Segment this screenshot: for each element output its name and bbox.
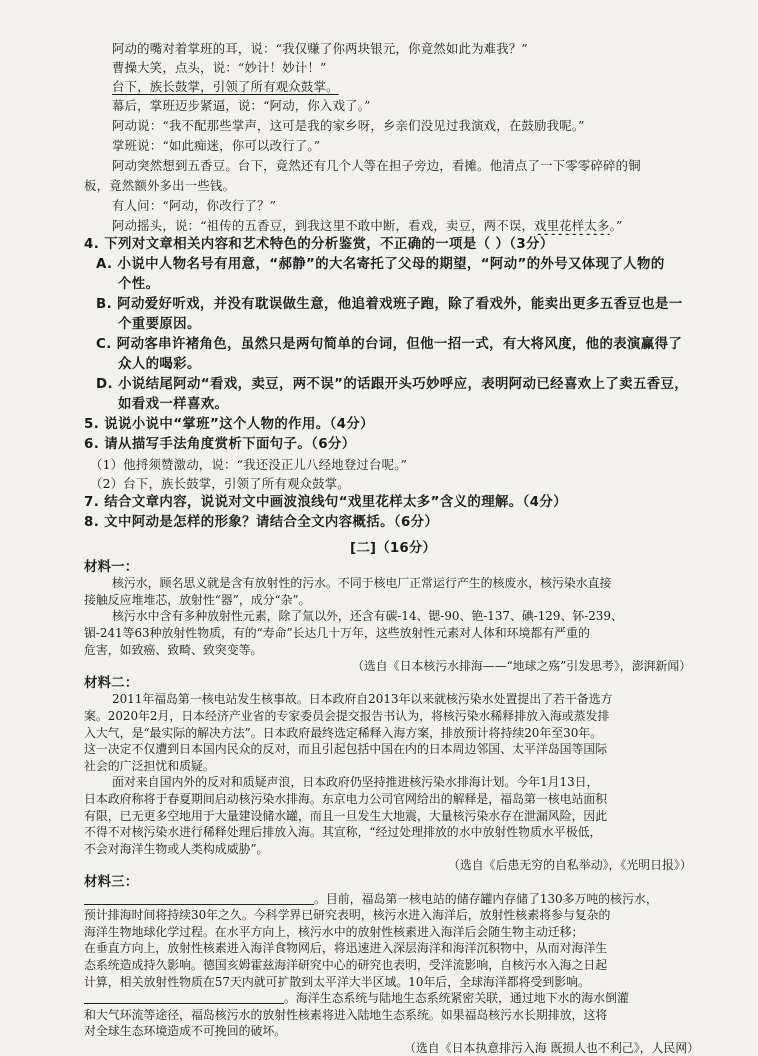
material-3-line: 海洋生物地球化学过程。在水平方向上，核污水中的放射性核素进入海洋后会随生物主动迁移；: [84, 924, 584, 939]
material-1-line: 危害，如致癌、致畸、致突变等。: [84, 642, 263, 657]
q4-option-b-cont: 个重要原因。: [118, 317, 201, 332]
story-line-last: [112, 217, 623, 235]
story-line: 掌班说：“如此痴迷，你可以改行了。”: [112, 138, 321, 153]
story-line: 有人问：“阿动，你改行了？”: [112, 198, 277, 213]
material-2-line: 案。2020年2月，日本经济产业省的专家委员会提交报告书认为，将核污染水稀释排放入海或蒸发排: [84, 709, 610, 723]
material-1-line: 接触反应堆堆芯，放射性“器”，成分“杂”。: [84, 592, 311, 607]
material-3-line: 对全球生态环境造成不可挽回的破坏。: [84, 1024, 287, 1039]
story-line: 阿动的嘴对着掌班的耳，说：“我仅赚了你两块银元，你竟然如此为难我？”: [112, 41, 528, 56]
material-1-source: （选自《日本核污水排海——“地球之殇”引发思考》，澎湃新闻）: [352, 659, 692, 674]
material-2-line: 2011年福岛第一核电站发生核事故。日本政府自2013年以来就核污染水处置提出了若干备选方: [112, 692, 613, 707]
question-6-sub1: （1）他捋须赞激动，说：“我还没正儿八经地登过台呢。”: [90, 457, 408, 472]
material-3-label: 材料三：: [84, 875, 139, 890]
material-2-line: 这一决定不仅遭到日本国内民众的反对，而且引起包括中国在内的日本周边邻国、太平洋岛国等国际: [84, 742, 608, 757]
material-3-line: 态系统造成持久影响。德国亥姆霍兹海洋研究中心的研究也表明，受洋流影响，自核污水入海之日起: [84, 958, 608, 972]
material-2-label: 材料二：: [84, 675, 139, 691]
material-3-line: 计算，相关放射性物质在57天内就可扩散到太平洋大半区域。10年后，全球海洋都将受到影响。: [84, 974, 590, 989]
question-6: 6. 请从描写手法角度赏析下面句子。（6分）: [84, 437, 356, 452]
story-line: 曹操大笑，点头，说：“妙计！妙计！”: [112, 60, 327, 75]
question-6-sub2: （2）台下，族长鼓掌，引领了所有观众鼓掌。: [90, 476, 350, 491]
material-1-line: 核污水，顾名思义就是含有放射性的污水。不同于核电厂正常运行产生的核废水，核污染水直接: [112, 576, 612, 591]
q4-option-b: B. 阿动爱好听戏，并没有耽误做生意，他追着戏班子跑，除了看戏外，能卖出更多五香豆也是一: [96, 297, 683, 312]
fill-in-blank[interactable]: [84, 990, 284, 1004]
q4-option-c: C. 阿动客串许褚角色，虽然只是两句简单的台词，但他一招一式，有大将风度，他的表演赢得了: [96, 337, 683, 352]
question-5: 5. 说说小说中“掌班”这个人物的作用。（4分）: [84, 417, 374, 432]
story-line: 幕后，掌班迈步紧逼，说：“阿动，你入戏了。”: [112, 98, 371, 113]
q4-option-a-cont: 个性。: [118, 277, 160, 292]
q4-option-d-cont: 如看戏一样喜欢。: [118, 397, 229, 412]
material-3-text: 。海洋生态系统与陆地生态系统紧密关联，通过地下水的海水倒灌: [284, 991, 629, 1006]
question-4: 4. 下列对文章相关内容和艺术特色的分析鉴赏，不正确的一项是（ ）（3分）: [84, 237, 554, 252]
q4-option-d: D. 小说结尾阿动“看戏，卖豆，两不误”的话跟开头巧妙呼应，表明阿动已经喜欢上了卖五香豆，: [96, 377, 689, 392]
story-line: 板，竟然额外多出一些钱。: [84, 178, 236, 193]
fill-in-blank[interactable]: [84, 891, 314, 905]
material-1-label: 材料一：: [84, 559, 139, 575]
material-1-line: 核污水中含有多种放射性元素，除了氚以外，还含有碳-14、锶-90、铯-137、碘-129、钚-239、: [112, 609, 623, 624]
material-2-line: 日本政府称将于春夏期间启动核污染水排海。东京电力公司官网给出的解释是，福岛第一核电站面积: [84, 792, 608, 806]
material-2-line: 社会的广泛担忧和质疑。: [84, 758, 215, 773]
material-3-line: 在垂直方向上，放射性核素进入海洋食物网后，将迅速进入深层海洋和海洋沉积物中，从而对海洋生: [84, 941, 608, 956]
material-2-line: 入大气，是“最实际的解决方法”。日本政府最终选定稀释入海方案，排放预计将持续20年至30年。: [84, 725, 603, 740]
story-line: 阿动突然想到五香豆。台下，竟然还有几个人等在担子旁边，看摊。他清点了一下零零碎碎的铜: [112, 158, 641, 173]
material-3-line: 和大气环流等途径，福岛核污水的放射性核素将进入陆地生态系统。如果福岛核污水长期排放，这将: [84, 1007, 608, 1022]
material-3-source: （选自《日本执意排污入海 既损人也不利己》，人民网）: [404, 1041, 700, 1055]
wavy-underlined-phrase: 戏里花样太多: [534, 218, 610, 233]
material-3-line: [84, 891, 658, 907]
story-line: 阿动说：“我不配那些掌声，这可是我的家乡呀，乡亲们没见过我演戏，在鼓励我呢。”: [112, 118, 585, 133]
q4-option-c-cont: 众人的喝彩。: [118, 357, 201, 372]
material-2-line: 有限，已无更多空地用于大量建设储水罐，而且一旦发生大地震，大量核污染水存在泄漏风险，因此: [84, 808, 608, 823]
question-8: 8. 文中阿动是怎样的形象？请结合全文内容概括。（6分）: [84, 515, 439, 530]
material-2-line: 不得不对核污染水进行稀释处理后排放入海。其宣称，“经过处理排放的水中放射性物质水平极低，: [84, 825, 602, 840]
material-3-line: 预计排海时间将持续30年之久。今科学界已研究表明，核污水进入海洋后，放射性核素将参与复杂的: [84, 908, 611, 923]
question-7: 7. 结合文章内容，说说对文中画波浪线句“戏里花样太多”含义的理解。（4分）: [84, 495, 567, 510]
material-2-source: （选自《后患无穷的自私举动》，《光明日报》）: [448, 858, 692, 873]
material-2-line: 不会对海洋生物或人类构成威胁”。: [84, 841, 269, 856]
story-text-end: 。”: [609, 218, 623, 233]
material-3-text: 。目前，福岛第一核电站的储存罐内存储了130多万吨的核污水，: [314, 891, 658, 906]
story-line-underlined: 台下，族长鼓掌，引领了所有观众鼓掌。: [112, 79, 339, 94]
material-3-line: [84, 990, 629, 1006]
q4-option-a: A. 小说中人物名号有用意，“郝静”的大名寄托了父母的期望，“阿动”的外号又体现了人物的: [96, 257, 665, 272]
material-2-line: 面对来自国内外的反对和质疑声浪，日本政府仍坚持推进核污染水排海计划。今年1月13日，: [112, 775, 599, 790]
section-heading: [二]（16分）: [350, 541, 437, 556]
story-text: 阿动摇头，说：“祖传的五香豆，到我这里不敢中断，看戏，卖豆，两不误，: [112, 218, 535, 233]
material-1-line: 镅-241等63种放射性物质，有的“寿命”长达几十万年，这些放射性元素对人体和环境都有严重的: [84, 626, 590, 640]
